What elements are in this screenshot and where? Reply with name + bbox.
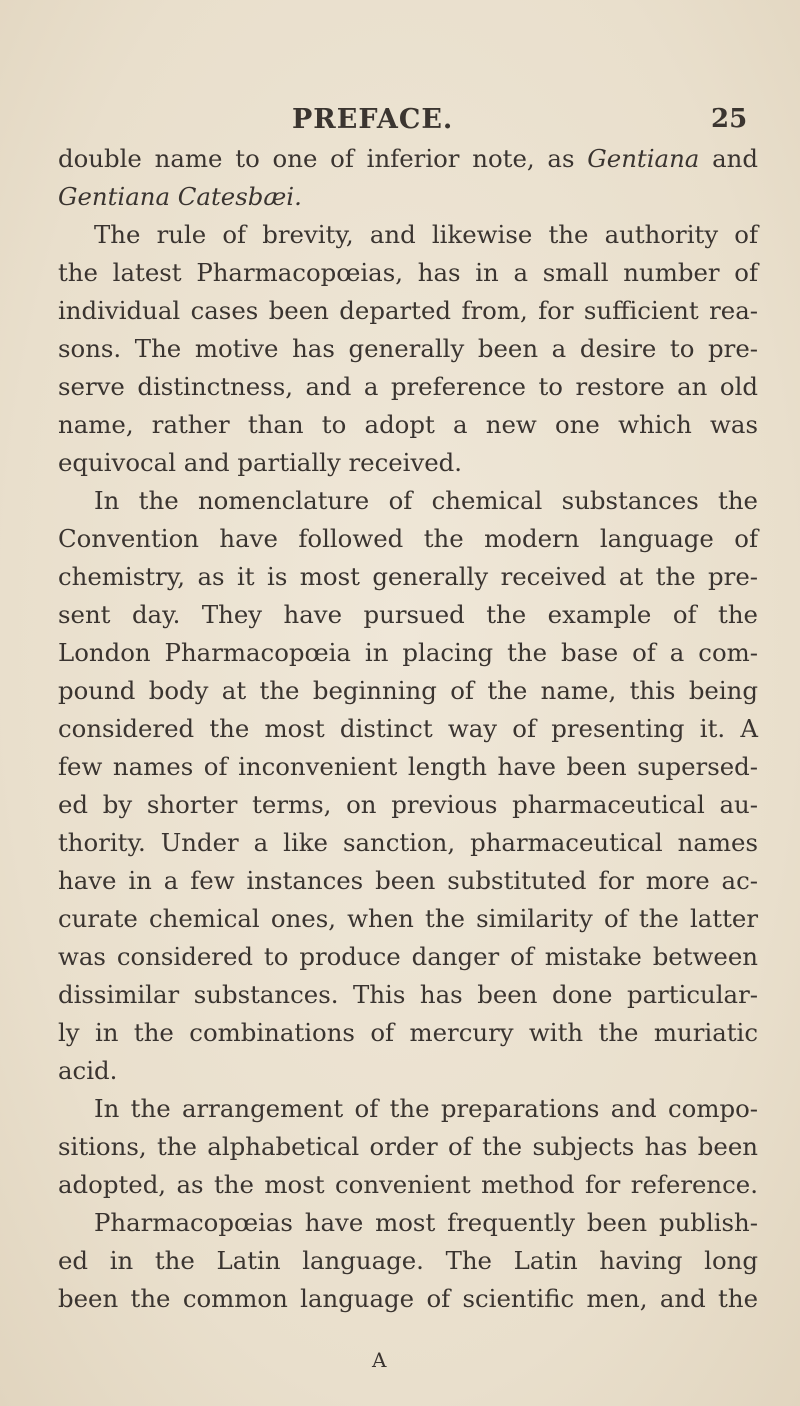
italic-text: Gentiana bbox=[587, 144, 700, 173]
text-line bbox=[58, 1052, 758, 1090]
text-segment: few names of inconvenient length have been supersed- bbox=[58, 752, 758, 781]
text-segment: ly in the combinations of mercury with the muriatic bbox=[58, 1018, 758, 1047]
text-line bbox=[58, 786, 758, 824]
text-segment: curate chemical ones, when the similarity of the latter bbox=[58, 904, 758, 933]
text-line bbox=[58, 1128, 758, 1166]
text-segment: considered the most distinct way of presenting it. A bbox=[58, 714, 758, 743]
text-line bbox=[58, 900, 758, 938]
text-line bbox=[58, 1090, 758, 1128]
text-line bbox=[58, 748, 758, 786]
text-segment: ed by shorter terms, on previous pharmaceutical au- bbox=[58, 790, 758, 819]
text-line bbox=[58, 976, 758, 1014]
text-line bbox=[58, 1166, 758, 1204]
text-segment: London Pharmacopœia in placing the base of a com- bbox=[58, 638, 758, 667]
text-line bbox=[58, 634, 758, 672]
text-segment: adopted, as the most convenient method for reference. bbox=[58, 1170, 758, 1199]
text-segment: name, rather than to adopt a new one which was bbox=[58, 410, 758, 439]
text-line bbox=[58, 1014, 758, 1052]
text-line bbox=[58, 216, 758, 254]
text-segment: Pharmacopœias have most frequently been publish- bbox=[94, 1208, 758, 1237]
text-segment: was considered to produce danger of mistake between bbox=[58, 942, 758, 971]
text-segment: Convention have followed the modern language of bbox=[58, 524, 758, 553]
text-line bbox=[58, 178, 758, 216]
text-line bbox=[58, 1280, 758, 1318]
text-segment: dissimilar substances. This has been done particular- bbox=[58, 980, 758, 1009]
text-line bbox=[58, 254, 758, 292]
text-segment: pound body at the beginning of the name, this being bbox=[58, 676, 758, 705]
text-segment: been the common language of scientific men, and the bbox=[58, 1284, 758, 1313]
text-segment: and bbox=[699, 144, 758, 173]
running-title: PREFACE. bbox=[292, 104, 454, 135]
text-segment: sitions, the alphabetical order of the subjects has been bbox=[58, 1132, 758, 1161]
text-line bbox=[58, 520, 758, 558]
italic-text: Gentiana Catesbæi. bbox=[58, 182, 302, 211]
text-segment: The rule of brevity, and likewise the authority of bbox=[94, 220, 758, 249]
text-line bbox=[58, 140, 758, 178]
text-line bbox=[58, 368, 758, 406]
text-segment: thority. Under a like sanction, pharmaceutical names bbox=[58, 828, 758, 857]
text-line bbox=[58, 710, 758, 748]
text-line bbox=[58, 444, 758, 482]
text-line bbox=[58, 824, 758, 862]
text-line bbox=[58, 1204, 758, 1242]
text-segment: have in a few instances been substituted for more ac- bbox=[58, 866, 758, 895]
signature-mark: A bbox=[372, 1348, 387, 1372]
body-text bbox=[58, 140, 758, 1318]
text-segment: double name to one of inferior note, as bbox=[58, 144, 588, 173]
text-segment: serve distinctness, and a preference to restore an old bbox=[58, 372, 758, 401]
text-line bbox=[58, 330, 758, 368]
text-segment: chemistry, as it is most generally received at the pre- bbox=[58, 562, 758, 591]
text-line bbox=[58, 558, 758, 596]
text-line bbox=[58, 406, 758, 444]
text-line bbox=[58, 862, 758, 900]
text-segment: individual cases been departed from, for sufficient rea- bbox=[58, 296, 758, 325]
text-segment: the latest Pharmacopœias, has in a small number of bbox=[58, 258, 758, 287]
text-line bbox=[58, 1242, 758, 1280]
page-number: 25 bbox=[711, 104, 748, 134]
text-segment: In the arrangement of the preparations and compo- bbox=[94, 1094, 758, 1123]
text-segment: acid. bbox=[58, 1056, 118, 1085]
text-segment: In the nomenclature of chemical substances the bbox=[94, 486, 758, 515]
text-segment: sons. The motive has generally been a desire to pre- bbox=[58, 334, 758, 363]
text-line bbox=[58, 292, 758, 330]
text-line bbox=[58, 482, 758, 520]
text-line bbox=[58, 938, 758, 976]
text-line bbox=[58, 596, 758, 634]
text-segment: equivocal and partially received. bbox=[58, 448, 463, 477]
text-segment: ed in the Latin language. The Latin having long bbox=[58, 1246, 758, 1275]
text-line bbox=[58, 672, 758, 710]
text-segment: sent day. They have pursued the example of the bbox=[58, 600, 758, 629]
